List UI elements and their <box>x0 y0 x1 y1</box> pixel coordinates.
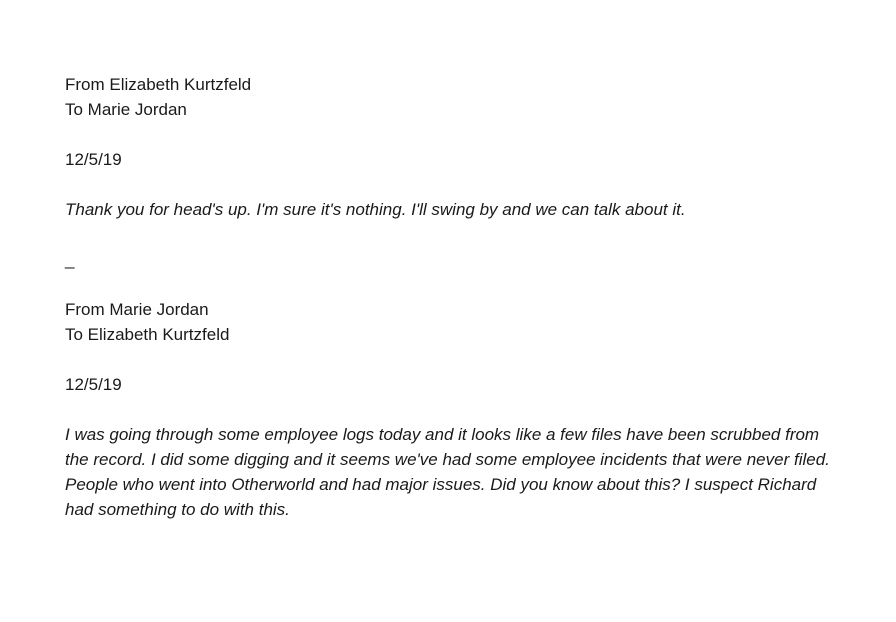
message-date: 12/5/19 <box>65 150 122 169</box>
message-body: I was going through some employee logs today and it looks like a few files have been scrubbed from the record. I did some digging and it seems we've had some employee incidents that were never filed. People who went into Otherworld and had major issues. Did you know about this? I suspect Richard had something to do with this. <box>65 425 830 519</box>
message-from: From Elizabeth Kurtzfeld <box>65 75 252 94</box>
message-body: Thank you for head's up. I'm sure it's nothing. I'll swing by and we can talk about it. <box>65 200 686 219</box>
message-2 <box>65 297 855 522</box>
message-1 <box>65 72 855 222</box>
message-from: From Marie Jordan <box>65 300 209 319</box>
message-to: To Marie Jordan <box>65 100 187 119</box>
email-thread <box>65 72 855 522</box>
message-date: 12/5/19 <box>65 375 122 394</box>
message-divider: _ <box>65 250 75 269</box>
message-to: To Elizabeth Kurtzfeld <box>65 325 230 344</box>
